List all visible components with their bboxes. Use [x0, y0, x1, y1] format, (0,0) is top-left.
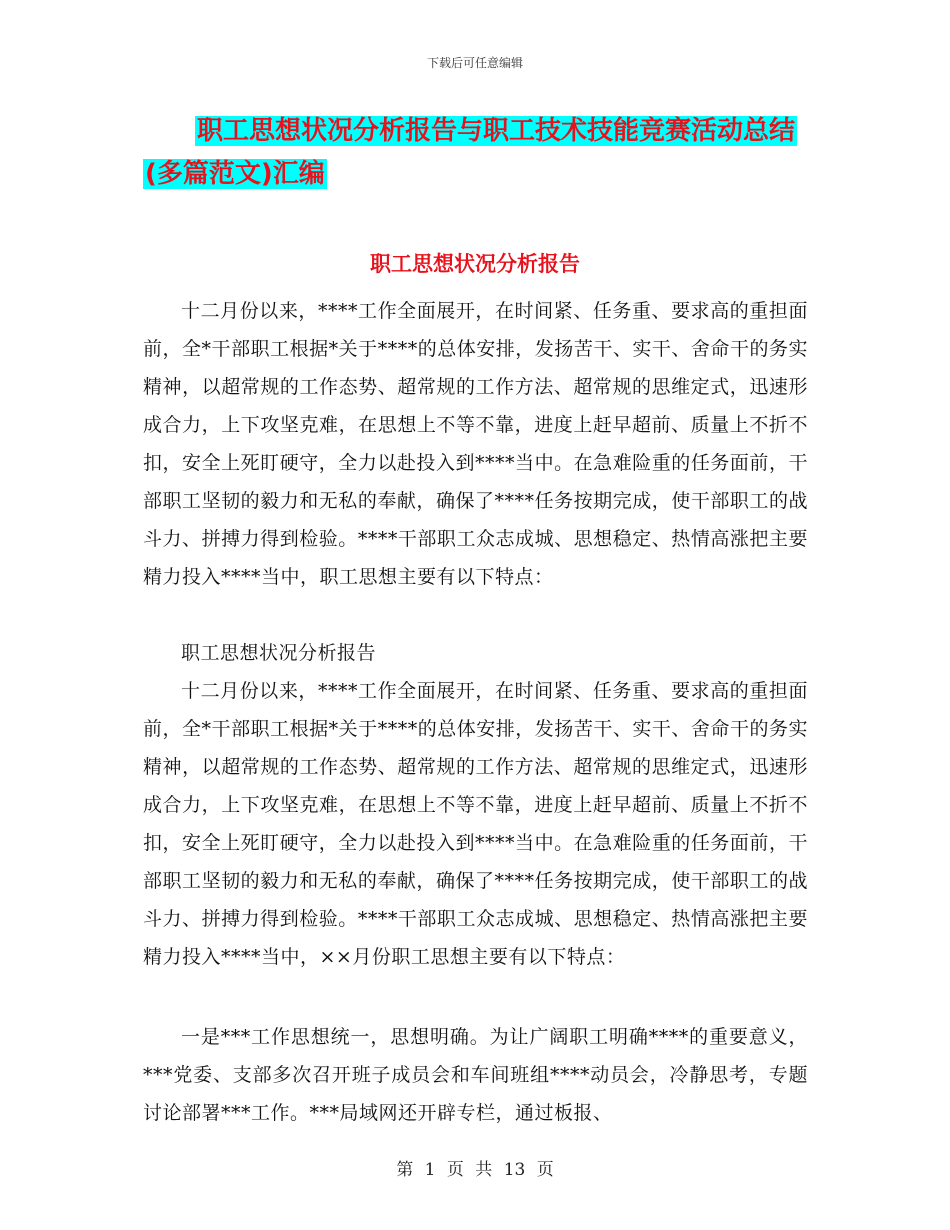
document-title-text-2: (多篇范文)汇编 — [145, 159, 325, 189]
paragraph-b-label — [143, 634, 808, 672]
paragraph-c-text: 一是***工作思想统一，思想明确。为让广阔职工明确****的重要意义，***党委、支部多次召开班子成员会和车间班组****动员会，冷静思考，专题讨论部署***工作。***局域网还开辟专栏，通过板报、 — [143, 1026, 808, 1124]
paragraph-b-label-text: 职工思想状况分析报告 — [181, 642, 377, 664]
document-title-line-1 — [195, 114, 815, 148]
paragraph-a — [143, 292, 808, 596]
header-note: 下载后可任意编辑 — [426, 56, 523, 70]
section-title: 职工思想状况分析报告 — [370, 252, 580, 276]
paragraph-b — [143, 672, 808, 976]
document-title-line-2 — [143, 157, 763, 191]
paragraph-c — [143, 1018, 808, 1132]
page-footer: 第 1 页 共 13 页 — [396, 1160, 554, 1180]
paragraph-b-text: 十二月份以来，****工作全面展开，在时间紧、任务重、要求高的重担面前，全*干部职工根据*关于****的总体安排，发扬苦干、实干、舍命干的务实精神，以超常规的工作态势、超常规的工作方法、超常规的思维定式，迅速形成合力，上下攻坚克难，在思想上不等不靠，进度上赶早超前、质量上不折不扣，安全上死盯硬守，全力以赴投入到****当中。在急难险重的任务面前，干部职工坚韧的毅力和无私的奉献，确保了****任务按期完成，使干部职工的战斗力、拼搏力得到检验。****干部职工众志成城、思想稳定、热情高涨把主要精力投入****当中，××月份职工思想主要有以下特点： — [143, 680, 808, 968]
paragraph-a-text: 十二月份以来，****工作全面展开，在时间紧、任务重、要求高的重担面前，全*干部职工根据*关于****的总体安排，发扬苦干、实干、舍命干的务实精神，以超常规的工作态势、超常规的工作方法、超常规的思维定式，迅速形成合力，上下攻坚克难，在思想上不等不靠，进度上赶早超前、质量上不折不扣，安全上死盯硬守，全力以赴投入到****当中。在急难险重的任务面前，干部职工坚韧的毅力和无私的奉献，确保了****任务按期完成，使干部职工的战斗力、拼搏力得到检验。****干部职工众志成城、思想稳定、热情高涨把主要精力投入****当中，职工思想主要有以下特点： — [143, 300, 808, 588]
document-title-text-1: 职工思想状况分析报告与职工技术技能竞赛活动总结 — [197, 116, 796, 146]
